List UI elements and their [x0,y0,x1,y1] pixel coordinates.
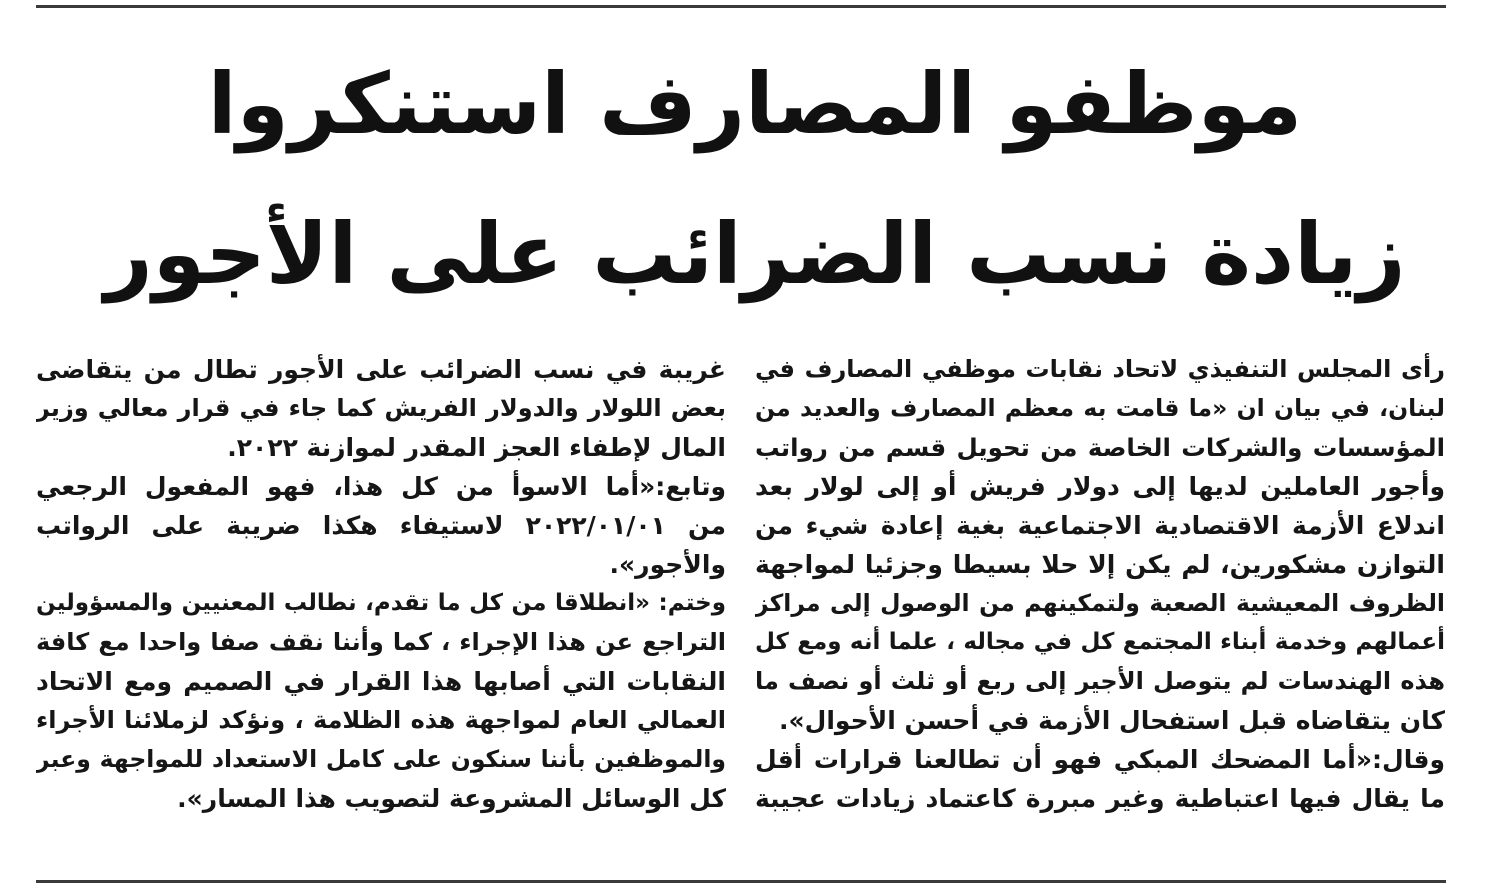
body-text-line: بعض اللولار والدولار الفريش كما جاء في قرار معالي وزير [36,394,726,422]
body-text-line: أعمالهم وخدمة أبناء المجتمع كل في مجاله ، علما أنه ومع كل [755,629,1445,655]
body-text-line: اندلاع الأزمة الاقتصادية الاجتماعية بغية إعادة شيء من [755,511,1445,540]
body-text-line: وتابع:«أما الاسوأ من كل هذا، فهو المفعول الرجعي [36,472,726,501]
body-text-line: التراجع عن هذا الإجراء ، كما وأننا نقف صفا واحدا مع كافة [36,628,726,656]
body-text-line: كان يتقاضاه قبل استفحال الأزمة في أحسن الأحوال». [779,706,1445,735]
article-column-left [36,350,726,818]
body-text-line: المؤسسات والشركات الخاصة من تحويل قسم من رواتب [755,433,1445,462]
body-text-line: وقال:«أما المضحك المبكي فهو أن تطالعنا قرارات أقل [755,745,1445,774]
body-text-line: والأجور». [609,550,726,579]
body-text-line: كل الوسائل المشروعة لتصويب هذا المسار». [177,784,726,813]
body-text-line: النقابات التي أصابها هذا القرار في الصميم ومع الاتحاد [36,667,726,696]
body-text-line: التوازن مشكورين، لم يكن إلا حلا بسيطا وجزئيا لمواجهة [755,550,1445,579]
body-text-line: وختم: «انطلاقا من كل ما تقدم، نطالب المعنيين والمسؤولين [36,590,726,616]
body-text-line: غريبة في نسب الضرائب على الأجور تطال من يتقاضى [36,355,726,384]
body-text-line: الظروف المعيشية الصعبة ولتمكينهم من الوصول إلى مراكز [755,589,1445,617]
bottom-rule [36,880,1446,883]
body-text-line: ما يقال فيها اعتباطية وغير مبررة كاعتماد زيادات عجيبة [755,784,1445,813]
body-text-line: المال لإطفاء العجز المقدر لموازنة ٢٠٢٢. [227,433,726,462]
article-column-right [755,350,1445,818]
body-text-line: من ٢٠٢٢/٠١/٠١ لاستيفاء هكذا ضريبة على الرواتب [36,511,726,540]
headline-line-2: زيادة نسب الضرائب على الأجور [104,205,1406,303]
top-rule [36,5,1446,8]
body-text-line: لبنان، في بيان ان «ما قامت به معظم المصارف والعديد من [755,394,1445,422]
body-text-line: هذه الهندسات لم يتوصل الأجير إلى ربع أو ثلث أو نصف ما [755,667,1445,695]
body-text-line: وأجور العاملين لديها إلى دولار فريش أو إلى لولار بعد [755,472,1445,501]
body-text-line: العمالي العام لمواجهة هذه الظلامة ، ونؤكد لزملائنا الأجراء [36,706,726,734]
headline-line-1: موظفو المصارف استنكروا [207,55,1303,153]
body-text-line: والموظفين بأننا سنكون على كامل الاستعداد للمواجهة وعبر [36,745,726,773]
body-text-line: رأى المجلس التنفيذي لاتحاد نقابات موظفي المصارف في [755,355,1445,383]
